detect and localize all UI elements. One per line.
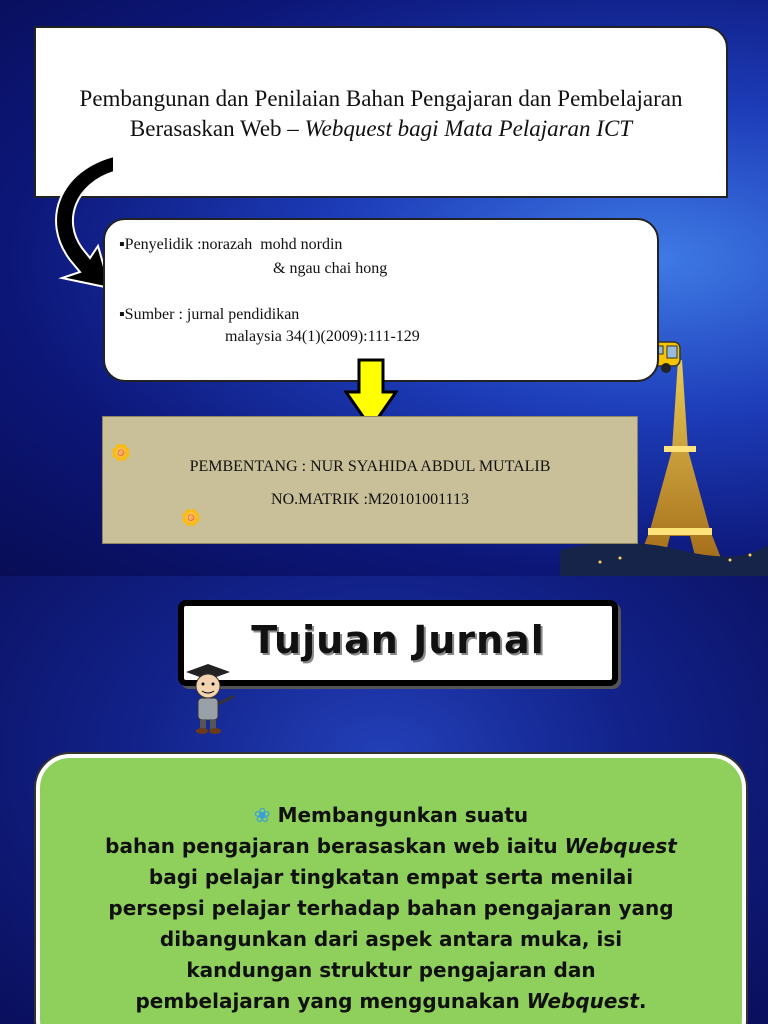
title-line-2-italic: Webquest bagi Mata Pelajaran ICT <box>304 116 633 141</box>
objective-line-6: kandungan struktur pengajaran dan <box>186 958 596 982</box>
flower-icon: 🌼 <box>181 510 201 527</box>
objective-line-1: ❀ Membangunkan suatu <box>253 803 529 827</box>
graduate-cartoon-icon <box>178 662 240 734</box>
objective-line-7: pembelajaran yang menggunakan Webquest. <box>135 989 647 1013</box>
title-line-1: Pembangunan dan Penilaian Bahan Pengajaran dan Pembelajaran <box>79 86 683 111</box>
presenter-box <box>102 416 638 544</box>
objective-line-2: bahan pengajaran berasaskan web iaitu Webquest <box>105 834 677 858</box>
heading-box <box>178 600 618 686</box>
sparkle-icon: ❀ <box>253 803 271 827</box>
matric-number: NO.MATRIK :M20101001113 <box>271 491 469 508</box>
presenter-name: PEMBENTANG : NUR SYAHIDA ABDUL MUTALIB <box>189 458 551 475</box>
title-box <box>34 26 728 198</box>
objective-line-5: dibangunkan dari aspek antara muka, isi <box>159 927 623 951</box>
slide-2 <box>0 576 768 1024</box>
objective-line-4: persepsi pelajar terhadap bahan pengajaran yang <box>108 896 674 920</box>
source-label: ▪Sumber : jurnal pendidikan <box>119 306 300 323</box>
objective-line-3: bagi pelajar tingkatan empat serta menilai <box>148 865 634 889</box>
flower-icon: 🌼 <box>111 445 131 462</box>
title-line-2 <box>36 114 726 144</box>
objective-text <box>40 800 742 1017</box>
researcher-label: ▪Penyelidik :norazah mohd nordin <box>119 236 343 253</box>
researcher-names: & ngau chai hong <box>273 260 388 277</box>
source-detail: malaysia 34(1)(2009):111-129 <box>225 328 420 345</box>
objective-box <box>36 754 746 1024</box>
slide-heading: Tujuan Jurnal <box>251 618 545 662</box>
paper-title <box>36 84 726 144</box>
title-line-2-plain: Berasaskan Web – <box>129 116 305 141</box>
